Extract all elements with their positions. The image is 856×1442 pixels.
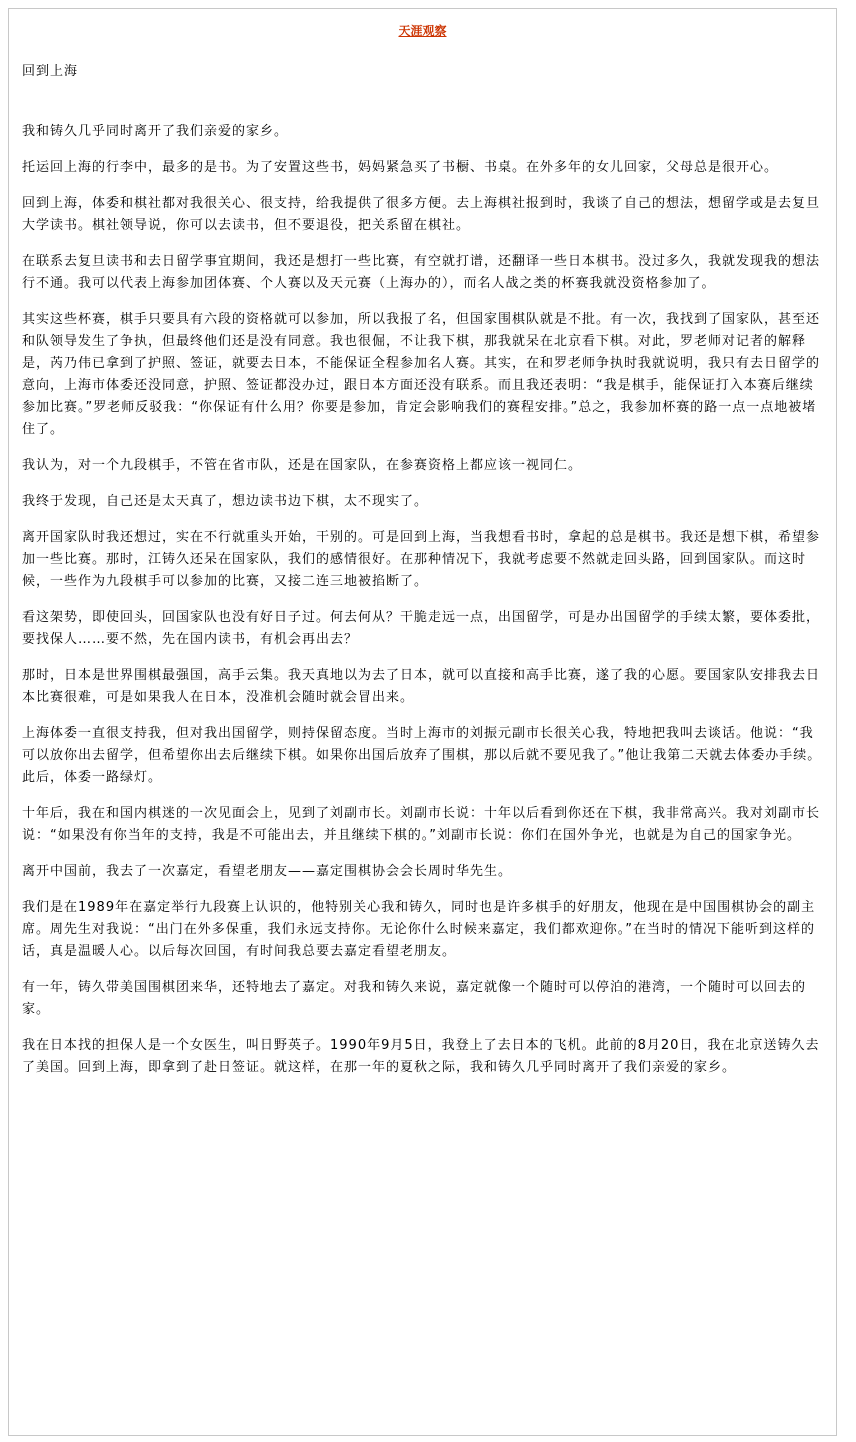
- paragraph: 其实这些杯赛，棋手只要具有六段的资格就可以参加，所以我报了名，但国家围棋队就是不批。有一次，我找到了国家队，甚至还和队领导发生了争执，但最终他们还是没有同意。我也很倔，不让我下棋，那我就呆在北京看下棋。对此，罗老师对记者的解释是，芮乃伟已拿到了护照、签证，就要去日本，不能保证全程参加名人赛。其实，在和罗老师争执时我就说明，我只有去日留学的意向，上海市体委还没同意，护照、签证都没办过，跟日本方面还没有联系。而且我还表明：“我是棋手，能保证打入本赛后继续参加比赛。”罗老师反驳我：“你保证有什么用？你要是参加，肯定会影响我们的赛程安排。”总之，我参加杯赛的路一点一点地被堵住了。: [22, 312, 821, 437]
- paragraph: 我终于发现，自己还是太天真了，想边读书边下棋，太不现实了。: [22, 494, 429, 509]
- paragraph: 我认为，对一个九段棋手，不管在省市队，还是在国家队，在参赛资格上都应该一视同仁。: [22, 458, 583, 473]
- article-body: [9, 61, 836, 1079]
- site-link[interactable]: 天涯观察: [398, 24, 447, 38]
- paragraph: 有一年，铸久带美国围棋团来华，还特地去了嘉定。对我和铸久来说，嘉定就像一个随时可以停泊的港湾，一个随时可以回去的家。: [22, 980, 807, 1017]
- paragraph: 看这架势，即使回头，回国家队也没有好日子过。何去何从？干脆走远一点，出国留学，可是办出国留学的手续太繁，要体委批，要找保人……要不然，先在国内读书，有机会再出去？: [22, 610, 821, 647]
- paragraph: 在联系去复旦读书和去日留学事宜期间，我还是想打一些比赛，有空就打谱，还翻译一些日本棋书。没过多久，我就发现我的想法行不通。我可以代表上海参加团体赛、个人赛以及天元赛（上海办的），而名人战之类的杯赛我就没资格参加了。: [22, 254, 821, 291]
- paragraph: 回到上海，体委和棋社都对我很关心、很支持，给我提供了很多方便。去上海棋社报到时，我谈了自己的想法，想留学或是去复旦大学读书。棋社领导说，你可以去读书，但不要退役，把关系留在棋社。: [22, 196, 821, 233]
- paragraph: 上海体委一直很支持我，但对我出国留学，则持保留态度。当时上海市的刘振元副市长很关心我，特地把我叫去谈话。他说：“我可以放你出去留学，但希望你出去后继续下棋。如果你出国后放弃了围棋，那以后就不要见我了。”他让我第二天就去体委办手续。此后，体委一路绿灯。: [22, 726, 822, 785]
- paragraph: 我们是在1989年在嘉定举行九段赛上认识的，他特别关心我和铸久，同时也是许多棋手的好朋友，他现在是中国围棋协会的副主席。周先生对我说：“出门在外多保重，我们永远支持你。无论你什么时候来嘉定，我们都欢迎你。”在当时的情况下能听到这样的话，真是温暖人心。以后每次回国，有时间我总要去嘉定看望老朋友。: [22, 900, 816, 959]
- paragraph: 我在日本找的担保人是一个女医生，叫日野英子。1990年9月5日，我登上了去日本的飞机。此前的8月20日，我在北京送铸久去了美国。回到上海，即拿到了赴日签证。就这样，在那一年的夏秋之际，我和铸久几乎同时离开了我们亲爱的家乡。: [22, 1038, 820, 1075]
- paragraph: 十年后，我在和国内棋迷的一次见面会上，见到了刘副市长。刘副市长说：十年以后看到你还在下棋，我非常高兴。我对刘副市长说：“如果没有你当年的支持，我是不可能出去，并且继续下棋的。”刘副市长说：你们在国外争光，也就是为自己的国家争光。: [22, 806, 821, 843]
- paragraph: 那时，日本是世界围棋最强国，高手云集。我天真地以为去了日本，就可以直接和高手比赛，遂了我的心愿。要国家队安排我去日本比赛很难，可是如果我人在日本，没准机会随时就会冒出来。: [22, 668, 821, 705]
- paragraph: 我和铸久几乎同时离开了我们亲爱的家乡。: [22, 124, 289, 139]
- paragraph: 离开国家队时我还想过，实在不行就重头开始，干别的。可是回到上海，当我想看书时，拿起的总是棋书。我还是想下棋，希望参加一些比赛。那时，江铸久还呆在国家队，我们的感情很好。在那种情况下，我就考虑要不然就走回头路，回到国家队。而这时候，一些作为九段棋手可以参加的比赛，又接二连三地被掐断了。: [22, 530, 821, 589]
- paragraph: 托运回上海的行李中，最多的是书。为了安置这些书，妈妈紧急买了书橱、书桌。在外多年的女儿回家，父母总是很开心。: [22, 160, 779, 175]
- article-frame: [8, 8, 837, 1436]
- article-title: 回到上海: [22, 64, 79, 79]
- paragraph: 离开中国前，我去了一次嘉定，看望老朋友——嘉定围棋协会会长周时华先生。: [22, 864, 513, 879]
